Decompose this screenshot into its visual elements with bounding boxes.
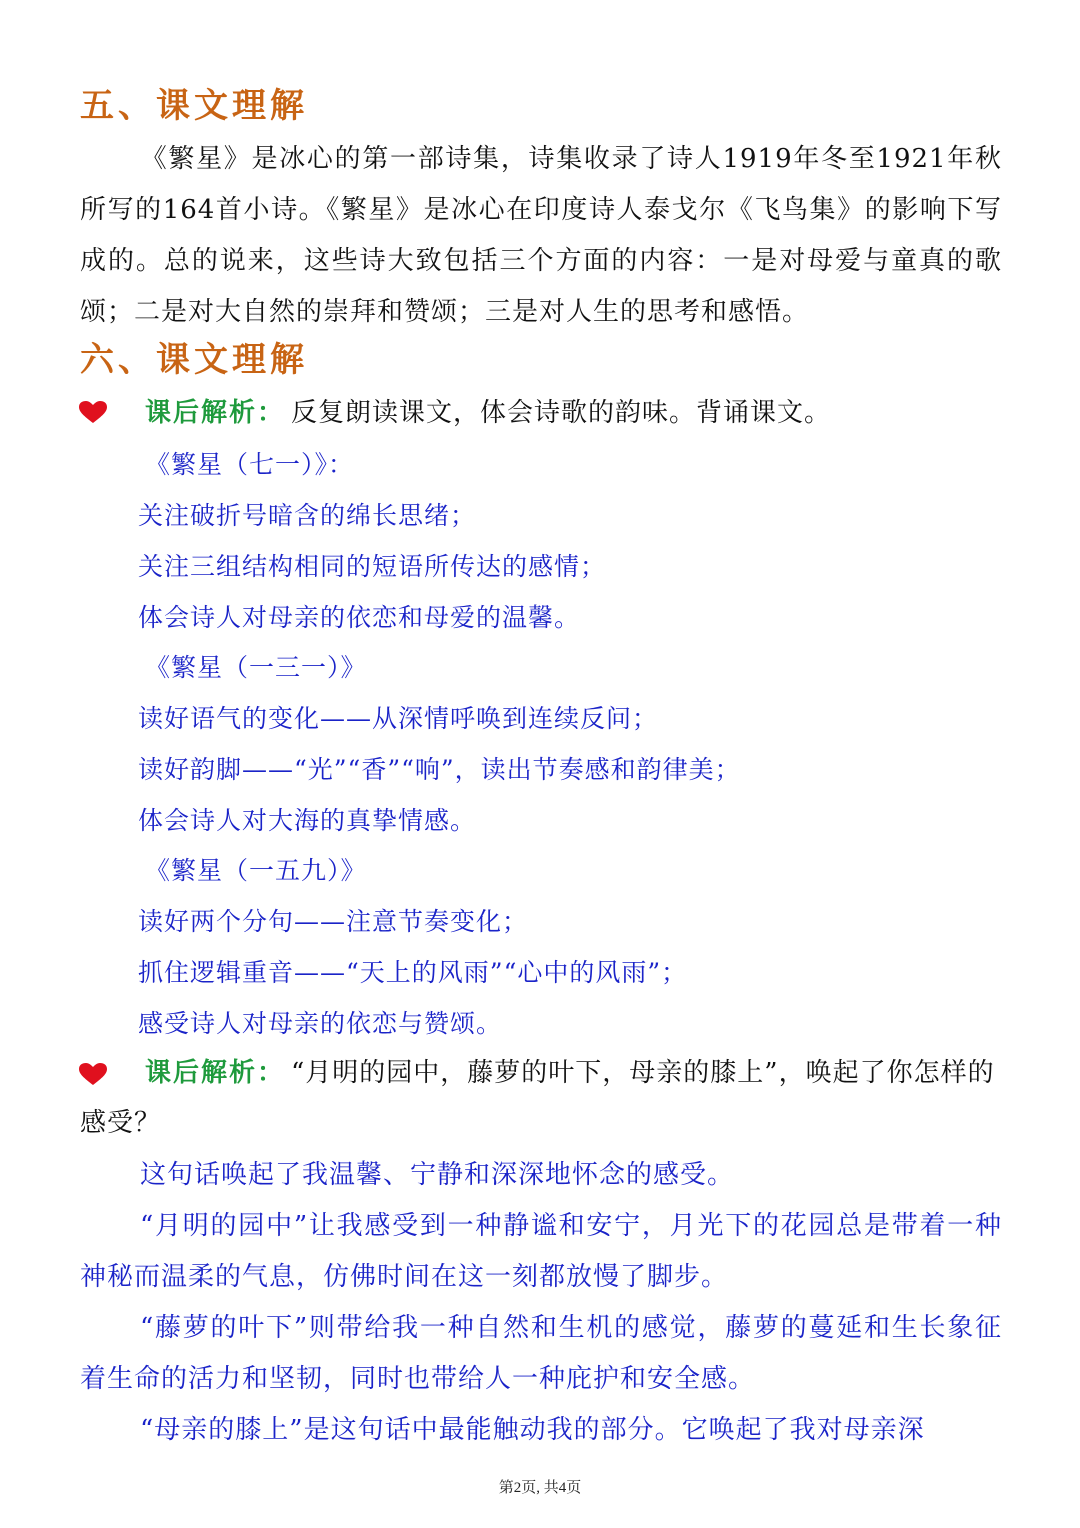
analysis-tag: 课后解析： [145,398,286,428]
poem-title-159: 《繁星（一五九）》 [145,856,367,885]
answer-line: 体会诗人对母亲的依恋和母爱的温馨。 [138,603,581,632]
question-1 [145,393,831,433]
section-heading-5: 五、课文理解 [80,86,308,126]
poem-title-131: 《繁星（一三一）》 [145,653,367,682]
answer-paragraph-text: “藤萝的叶下”则带给我一种自然和生机的感觉，藤萝的蔓延和生长象征着生命的活力和坚韧，同时也带给人一种庇护和安全感。 [80,1313,1002,1394]
answer-line: 感受诗人对母亲的依恋与赞颂。 [138,1009,503,1038]
answer-paragraph [80,1405,1002,1456]
answer-paragraph-text: “月明的园中”让我感受到一种静谧和安宁，月光下的花园总是带着一种神秘而温柔的气息，仿佛时间在这一刻都放慢了脚步。 [80,1211,1002,1292]
answer-line: 关注破折号暗含的绵长思绪； [138,501,477,530]
answer-line: 读好两个分句——注意节奏变化； [138,907,529,936]
answer-paragraph [80,1201,1002,1303]
answer-line: 抓住逻辑重音——“天上的风雨”“心中的风雨”； [138,958,688,987]
section-heading-6: 六、课文理解 [80,340,308,380]
answer-line: 关注三组结构相同的短语所传达的感情； [138,552,607,581]
analysis-tag: 课后解析： [145,1058,286,1088]
answer-line: 读好语气的变化——从深情呼唤到连续反问； [138,704,659,733]
poem-title-71: 《繁星（七一）》： [145,450,355,479]
question-2-text: “月明的园中，藤萝的叶下，母亲的膝上”，唤起了你怎样的感受？ [80,1058,995,1138]
answer-paragraph-text: 这句话唤起了我温馨、宁静和深深地怀念的感受。 [140,1160,735,1190]
answer-paragraph [80,1150,1002,1201]
section-5-paragraph [80,134,1002,338]
answer-paragraph [80,1303,1002,1405]
answer-line: 体会诗人对大海的真挚情感。 [138,806,477,835]
heart-icon [78,400,108,424]
answer-line: 读好韵脚——“光”“香”“响”，读出节奏感和韵律美； [138,755,741,784]
page-footer: 第2页, 共4页 [498,1480,582,1496]
answer-paragraph-text: “母亲的膝上”是这句话中最能触动我的部分。它唤起了我对母亲深 [140,1415,925,1445]
section-5-paragraph-text: 《繁星》是冰心的第一部诗集，诗集收录了诗人1919年冬至1921年秋所写的164首小诗。《繁星》是冰心在印度诗人泰戈尔《飞鸟集》的影响下写成的。总的说来，这些诗大致包括三个方面的内容：一是对母爱与童真的歌颂；二是对大自然的崇拜和赞颂；三是对人生的思考和感悟。 [80,144,1002,327]
question-1-text: 反复朗读课文，体会诗歌的韵味。背诵课文。 [291,398,832,428]
question-2 [80,1048,1002,1148]
